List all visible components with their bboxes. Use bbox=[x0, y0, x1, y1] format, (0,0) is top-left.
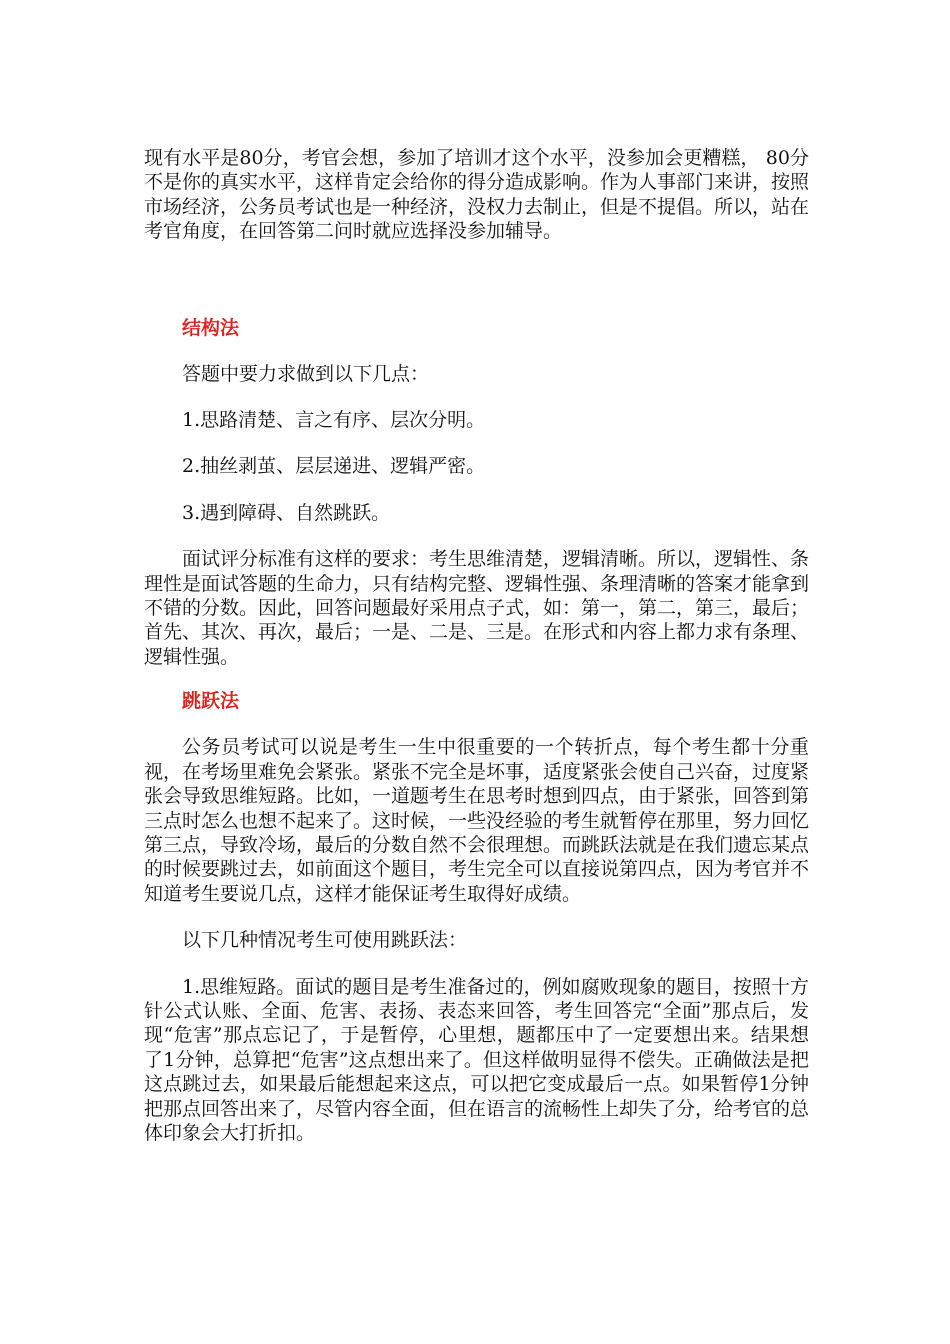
intro-paragraph: 现有水平是80分，考官会想，参加了培训才这个水平，没参加会更糟糕， 80分不是你的真实水平，这样肯定会给你的得分造成影响。作为人事部门来讲，按照市场经济，公务员考试也是一种经济，没权力去制止，但是不提倡。所以，站在考官角度，在回答第二问时就应选择没参加辅导。 bbox=[144, 147, 810, 243]
jump-paragraph: 公务员考试可以说是考生一生中很重要的一个转折点，每个考生都十分重视，在考场里难免会紧张。紧张不完全是坏事，适度紧张会使自己兴奋，过度紧张会导致思维短路。比如，一道题考生在思考时想到四点，由于紧张，回答到第三点时怎么也想不起来了。这时候，一些没经验的考生就暂停在那里，努力回忆第三点，导致冷场，最后的分数自然不会很理想。而跳跃法就是在我们遗忘某点的时候要跳过去，如前面这个题目，考生完全可以直接说第四点，因为考官并不知道考生要说几点，这样才能保证考生取得好成绩。 bbox=[144, 736, 810, 905]
jump-item-1: 1.思维短路。面试的题目是考生准备过的，例如腐败现象的题目，按照十方针公式认账、全面、危害、表扬、表态来回答，考生回答完“全面”那点后，发现“危害”那点忘记了，于是暂停，心里想，题都压中了一定要想出来。结果想了1分钟，总算把“危害”这点想出来了。但这样做明显得不偿失。正确做法是把这点跳过去，如果最后能想起来这点，可以把它变成最后一点。如果暂停1分钟把那点回答出来了，尽管内容全面，但在语言的流畅性上却失了分，给考官的总体印象会大打折扣。 bbox=[144, 975, 810, 1144]
jump-lead: 以下几种情况考生可使用跳跃法： bbox=[182, 929, 468, 952]
structure-point-3: 3.遇到障碍、自然跳跃。 bbox=[182, 501, 391, 524]
structure-point-1: 1.思路清楚、言之有序、层次分明。 bbox=[182, 409, 486, 432]
structure-lead: 答题中要力求做到以下几点： bbox=[182, 362, 430, 385]
section-heading-structure: 结构法 bbox=[182, 316, 240, 339]
section-heading-jump: 跳跃法 bbox=[182, 690, 240, 713]
structure-point-2: 2.抽丝剥茧、层层递进、逻辑严密。 bbox=[182, 455, 486, 478]
structure-paragraph: 面试评分标准有这样的要求：考生思维清楚，逻辑清晰。所以，逻辑性、条理性是面试答题的生命力，只有结构完整、逻辑性强、条理清晰的答案才能拿到不错的分数。因此，回答问题最好采用点子式，如：第一，第二，第三，最后；首先、其次、再次，最后；一是、二是、三是。在形式和内容上都力求有条理、逻辑性强。 bbox=[144, 548, 810, 668]
document-body bbox=[144, 146, 809, 1145]
